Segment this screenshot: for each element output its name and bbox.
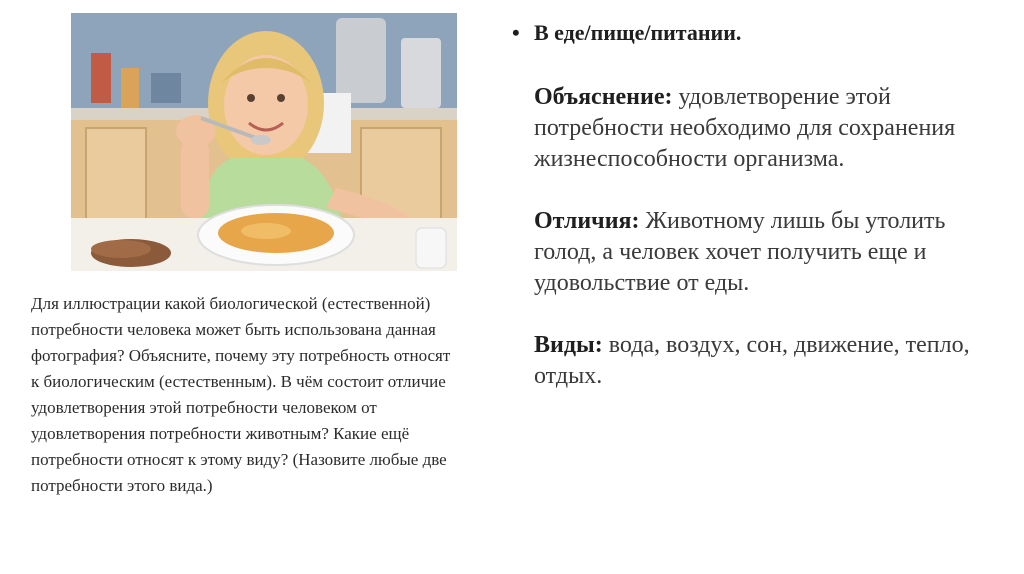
answer-heading-text: В еде/пище/питании. bbox=[534, 20, 742, 45]
difference-label: Отличия: bbox=[534, 208, 640, 234]
girl-eating-soup-photo bbox=[71, 13, 457, 271]
answer-panel bbox=[510, 18, 980, 392]
types-label: Виды: bbox=[534, 332, 603, 358]
question-text: Для иллюстрации какой биологической (естественной) потребности человека может быть использована данная фотография? Объясните, почему эту потребность относят к биологическим (естественным). В чём состоит отличие удовлетворения этой потребности человеком от удовлетворения потребности животным? Какие ещё потребности относят к этому виду? (Назовите любые две потребности этого вида.) bbox=[31, 294, 451, 495]
bullet-icon: • bbox=[512, 20, 520, 45]
explanation-block bbox=[510, 82, 980, 175]
difference-block bbox=[510, 206, 980, 299]
answer-heading bbox=[510, 18, 980, 48]
types-text: вода, воздух, сон, движение, тепло, отдых. bbox=[534, 332, 970, 389]
explanation-text: удовлетворение этой потребности необходимо для сохранения жизнеспособности организма. bbox=[534, 84, 956, 172]
difference-text: Животному лишь бы утолить голод, а человек хочет получить еще и удовольствие от еды. bbox=[534, 208, 946, 296]
explanation-label: Объяснение: bbox=[534, 84, 673, 110]
types-block bbox=[510, 330, 980, 392]
